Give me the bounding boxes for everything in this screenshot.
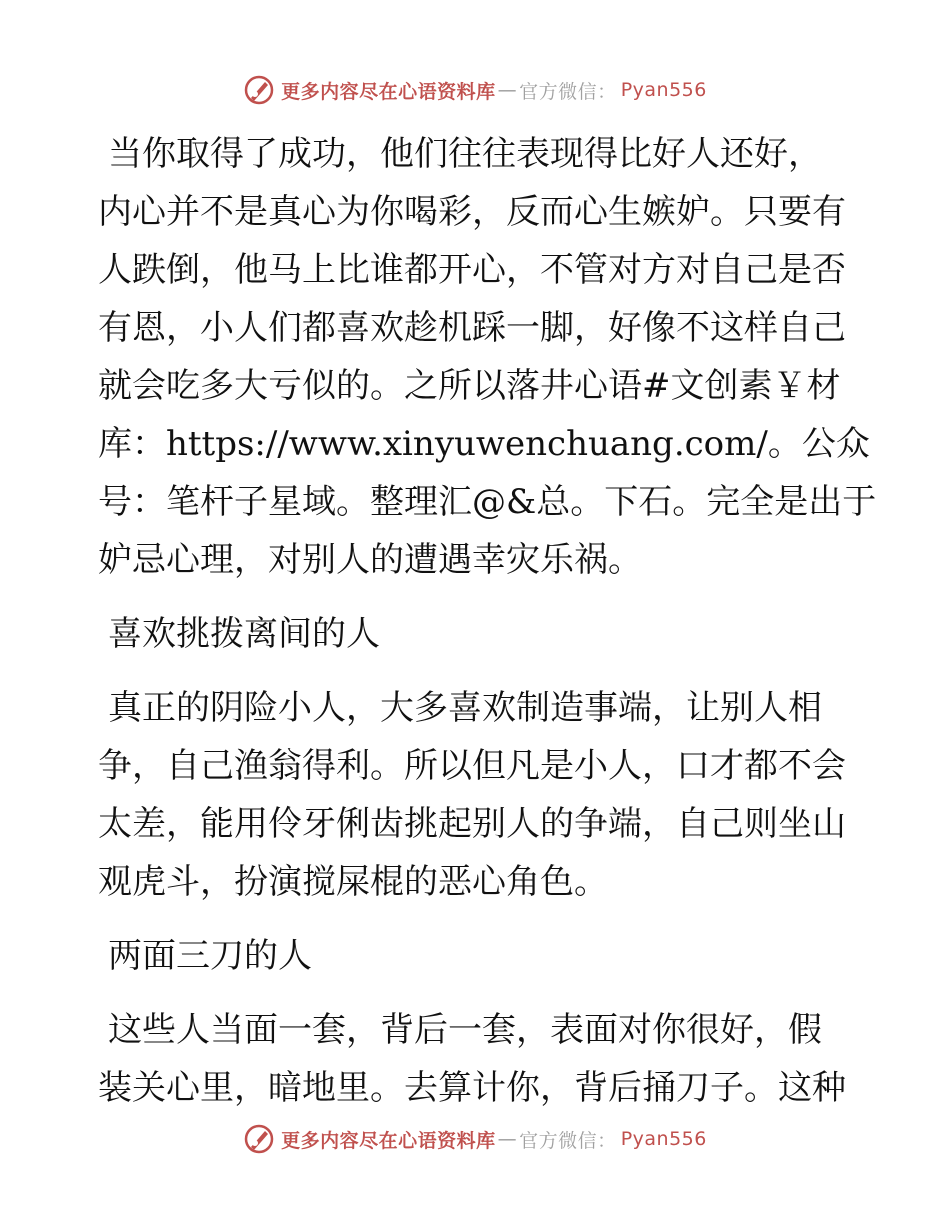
text-line: 人跌倒，他马上比谁都开心，不管对方对自己是否 xyxy=(98,250,846,290)
text-line: 装关心里，暗地里。去算计你，背后捅刀子。这种 xyxy=(98,1068,846,1108)
text-line: 妒忌心理，对别人的遭遇幸灾乐祸。 xyxy=(98,540,642,580)
text-line: 这些人当面一套，背后一套，表面对你很好，假 xyxy=(108,1010,822,1050)
document-body xyxy=(98,125,877,1117)
text-line: 内心并不是真心为你喝彩，反而心生嫉妒。只要有 xyxy=(98,192,846,232)
header-dash: — xyxy=(497,79,518,101)
header-watermark xyxy=(0,68,950,112)
text-line: 真正的阴险小人，大多喜欢制造事端，让别人相 xyxy=(108,688,822,728)
header-wechat-id: Pyan556 xyxy=(620,79,707,101)
section-heading-1: 喜欢挑拨离间的人 xyxy=(108,614,380,654)
pen-logo-icon xyxy=(243,1123,275,1155)
paragraph-3 xyxy=(98,1001,858,1117)
footer-wechat-id: Pyan556 xyxy=(620,1128,707,1150)
header-site-name: 更多内容尽在心语资料库 xyxy=(281,80,496,103)
footer-site-name: 更多内容尽在心语资料库 xyxy=(281,1129,496,1152)
footer-watermark xyxy=(0,1117,950,1161)
text-line: 争，自己渔翁得利。所以但凡是小人，口才都不会 xyxy=(98,746,846,786)
section-heading-2: 两面三刀的人 xyxy=(108,936,312,976)
text-line: 号：笔杆子星域。整理汇@&总。下石。完全是出于 xyxy=(98,482,877,522)
pen-logo-icon xyxy=(243,74,275,106)
text-line: 太差，能用伶牙俐齿挑起别人的争端，自己则坐山 xyxy=(98,804,846,844)
footer-wechat-label: 官方微信： xyxy=(519,1129,617,1152)
text-line: 库：https://www.xinyuwenchuang.com/。公众 xyxy=(98,424,870,464)
paragraph-2 xyxy=(98,679,858,911)
text-line: 当你取得了成功，他们往往表现得比好人还好， xyxy=(108,134,822,174)
text-line: 就会吃多大亏似的。之所以落井心语#文创素￥材 xyxy=(98,366,841,406)
footer-dash: — xyxy=(497,1128,518,1150)
text-line: 观虎斗，扮演搅屎棍的恶心角色。 xyxy=(98,862,608,902)
header-wechat-label: 官方微信： xyxy=(519,80,617,103)
paragraph-1 xyxy=(98,125,877,589)
text-line: 有恩，小人们都喜欢趁机踩一脚，好像不这样自己 xyxy=(98,308,846,348)
